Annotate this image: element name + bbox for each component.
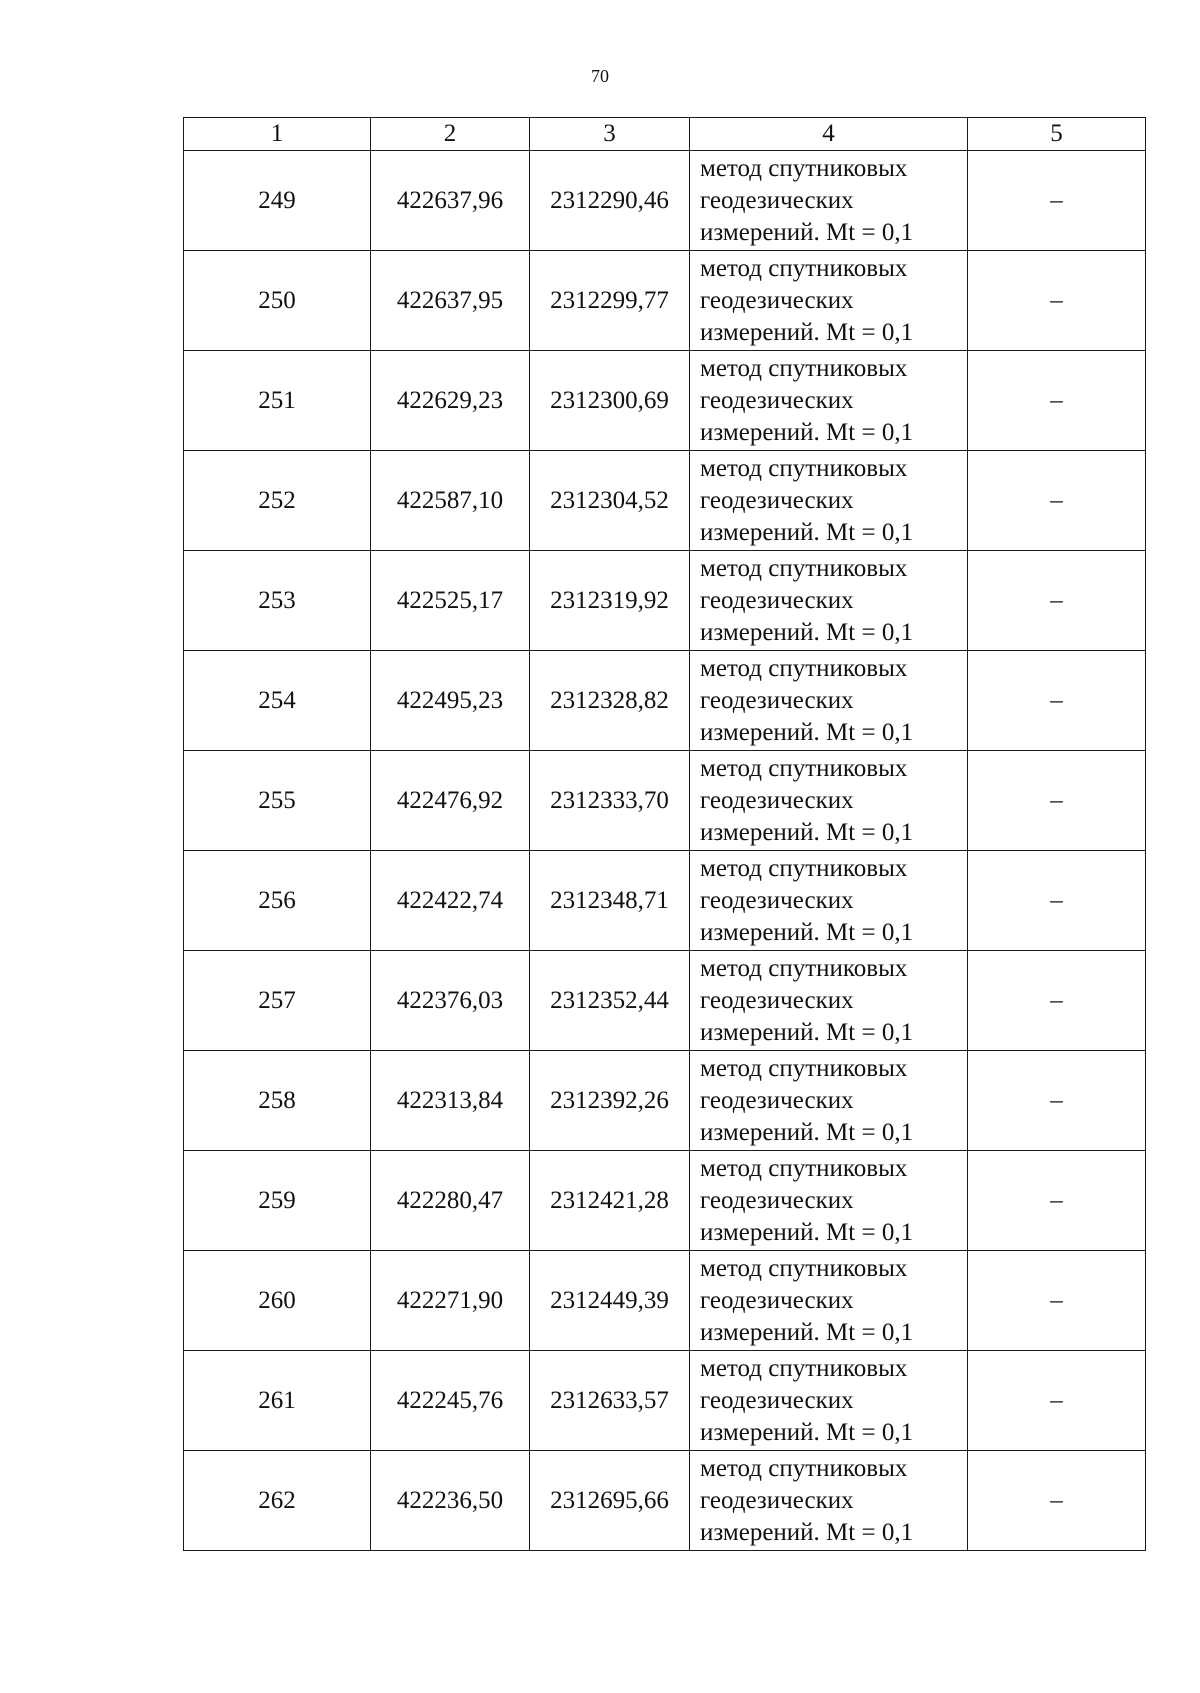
y-coordinate-cell: 2312392,26	[530, 1051, 690, 1151]
method-cell	[690, 651, 968, 751]
note-cell: –	[968, 451, 1146, 551]
column-header: 5	[968, 118, 1146, 151]
method-line: метод спутниковых	[700, 854, 908, 882]
point-number-cell: 261	[184, 1351, 371, 1451]
table-row	[184, 1251, 1146, 1351]
table-row	[184, 1151, 1146, 1251]
point-number-cell: 256	[184, 851, 371, 951]
method-line: измерений. Mt = 0,1	[700, 1118, 914, 1146]
method-line: метод спутниковых	[700, 254, 908, 282]
table-row	[184, 251, 1146, 351]
method-line: метод спутниковых	[700, 654, 908, 682]
point-number-cell: 257	[184, 951, 371, 1051]
method-line: геодезических	[700, 886, 854, 914]
y-coordinate-cell: 2312352,44	[530, 951, 690, 1051]
point-number-cell: 253	[184, 551, 371, 651]
method-line: измерений. Mt = 0,1	[700, 1318, 914, 1346]
table-row	[184, 1451, 1146, 1551]
point-number-cell: 252	[184, 451, 371, 551]
method-line: метод спутниковых	[700, 1354, 908, 1382]
header-row	[184, 118, 1146, 151]
note-cell: –	[968, 551, 1146, 651]
method-line: геодезических	[700, 486, 854, 514]
table-row	[184, 1051, 1146, 1151]
x-coordinate-cell: 422587,10	[371, 451, 530, 551]
method-cell	[690, 351, 968, 451]
note-cell: –	[968, 251, 1146, 351]
method-line: метод спутниковых	[700, 754, 908, 782]
table-row	[184, 551, 1146, 651]
table-row	[184, 451, 1146, 551]
x-coordinate-cell: 422637,95	[371, 251, 530, 351]
note-cell: –	[968, 1051, 1146, 1151]
point-number-cell: 251	[184, 351, 371, 451]
y-coordinate-cell: 2312449,39	[530, 1251, 690, 1351]
x-coordinate-cell: 422637,96	[371, 151, 530, 251]
method-line: метод спутниковых	[700, 1054, 908, 1082]
method-line: метод спутниковых	[700, 154, 908, 182]
method-line: метод спутниковых	[700, 1454, 908, 1482]
x-coordinate-cell: 422422,74	[371, 851, 530, 951]
method-line: измерений. Mt = 0,1	[700, 518, 914, 546]
y-coordinate-cell: 2312421,28	[530, 1151, 690, 1251]
method-line: геодезических	[700, 686, 854, 714]
note-cell: –	[968, 951, 1146, 1051]
x-coordinate-cell: 422271,90	[371, 1251, 530, 1351]
method-line: измерений. Mt = 0,1	[700, 918, 914, 946]
y-coordinate-cell: 2312300,69	[530, 351, 690, 451]
method-cell	[690, 551, 968, 651]
method-line: геодезических	[700, 586, 854, 614]
method-line: метод спутниковых	[700, 1254, 908, 1282]
method-line: метод спутниковых	[700, 354, 908, 382]
method-cell	[690, 1051, 968, 1151]
note-cell: –	[968, 1151, 1146, 1251]
table-row	[184, 951, 1146, 1051]
method-line: измерений. Mt = 0,1	[700, 218, 914, 246]
method-line: измерений. Mt = 0,1	[700, 418, 914, 446]
note-cell: –	[968, 1451, 1146, 1551]
column-header: 4	[690, 118, 968, 151]
method-cell	[690, 451, 968, 551]
x-coordinate-cell: 422236,50	[371, 1451, 530, 1551]
y-coordinate-cell: 2312348,71	[530, 851, 690, 951]
method-cell	[690, 751, 968, 851]
method-line: геодезических	[700, 1286, 854, 1314]
x-coordinate-cell: 422495,23	[371, 651, 530, 751]
coordinates-table	[183, 117, 1146, 1551]
method-cell	[690, 251, 968, 351]
x-coordinate-cell: 422629,23	[371, 351, 530, 451]
y-coordinate-cell: 2312328,82	[530, 651, 690, 751]
table-row	[184, 1351, 1146, 1451]
note-cell: –	[968, 351, 1146, 451]
note-cell: –	[968, 1251, 1146, 1351]
page-number: 70	[591, 66, 609, 86]
method-line: геодезических	[700, 386, 854, 414]
y-coordinate-cell: 2312333,70	[530, 751, 690, 851]
method-line: геодезических	[700, 1486, 854, 1514]
y-coordinate-cell: 2312290,46	[530, 151, 690, 251]
point-number-cell: 250	[184, 251, 371, 351]
method-cell	[690, 1251, 968, 1351]
point-number-cell: 249	[184, 151, 371, 251]
x-coordinate-cell: 422280,47	[371, 1151, 530, 1251]
method-line: измерений. Mt = 0,1	[700, 1018, 914, 1046]
point-number-cell: 254	[184, 651, 371, 751]
x-coordinate-cell: 422313,84	[371, 1051, 530, 1151]
x-coordinate-cell: 422245,76	[371, 1351, 530, 1451]
point-number-cell: 262	[184, 1451, 371, 1551]
note-cell: –	[968, 1351, 1146, 1451]
x-coordinate-cell: 422476,92	[371, 751, 530, 851]
method-line: геодезических	[700, 786, 854, 814]
x-coordinate-cell: 422525,17	[371, 551, 530, 651]
point-number-cell: 259	[184, 1151, 371, 1251]
table-row	[184, 151, 1146, 251]
note-cell: –	[968, 151, 1146, 251]
method-line: геодезических	[700, 1086, 854, 1114]
y-coordinate-cell: 2312299,77	[530, 251, 690, 351]
method-line: метод спутниковых	[700, 954, 908, 982]
point-number-cell: 255	[184, 751, 371, 851]
method-cell	[690, 851, 968, 951]
column-header: 2	[371, 118, 530, 151]
y-coordinate-cell: 2312319,92	[530, 551, 690, 651]
method-line: геодезических	[700, 186, 854, 214]
note-cell: –	[968, 751, 1146, 851]
table-row	[184, 851, 1146, 951]
table-header	[184, 118, 1146, 151]
y-coordinate-cell: 2312304,52	[530, 451, 690, 551]
x-coordinate-cell: 422376,03	[371, 951, 530, 1051]
method-line: измерений. Mt = 0,1	[700, 718, 914, 746]
method-line: измерений. Mt = 0,1	[700, 318, 914, 346]
point-number-cell: 258	[184, 1051, 371, 1151]
note-cell: –	[968, 651, 1146, 751]
method-cell	[690, 951, 968, 1051]
note-cell: –	[968, 851, 1146, 951]
y-coordinate-cell: 2312633,57	[530, 1351, 690, 1451]
y-coordinate-cell: 2312695,66	[530, 1451, 690, 1551]
method-line: метод спутниковых	[700, 454, 908, 482]
method-cell	[690, 1151, 968, 1251]
method-cell	[690, 1351, 968, 1451]
point-number-cell: 260	[184, 1251, 371, 1351]
method-line: геодезических	[700, 1186, 854, 1214]
table-body	[184, 151, 1146, 1551]
method-cell	[690, 151, 968, 251]
method-line: метод спутниковых	[700, 554, 908, 582]
method-line: геодезических	[700, 1386, 854, 1414]
table-row	[184, 351, 1146, 451]
method-line: измерений. Mt = 0,1	[700, 1518, 914, 1546]
method-line: измерений. Mt = 0,1	[700, 1418, 914, 1446]
column-header: 1	[184, 118, 371, 151]
method-line: метод спутниковых	[700, 1154, 908, 1182]
method-line: измерений. Mt = 0,1	[700, 818, 914, 846]
method-line: измерений. Mt = 0,1	[700, 618, 914, 646]
method-line: измерений. Mt = 0,1	[700, 1218, 914, 1246]
table-row	[184, 751, 1146, 851]
column-header: 3	[530, 118, 690, 151]
table-row	[184, 651, 1146, 751]
method-cell	[690, 1451, 968, 1551]
method-line: геодезических	[700, 286, 854, 314]
method-line: геодезических	[700, 986, 854, 1014]
